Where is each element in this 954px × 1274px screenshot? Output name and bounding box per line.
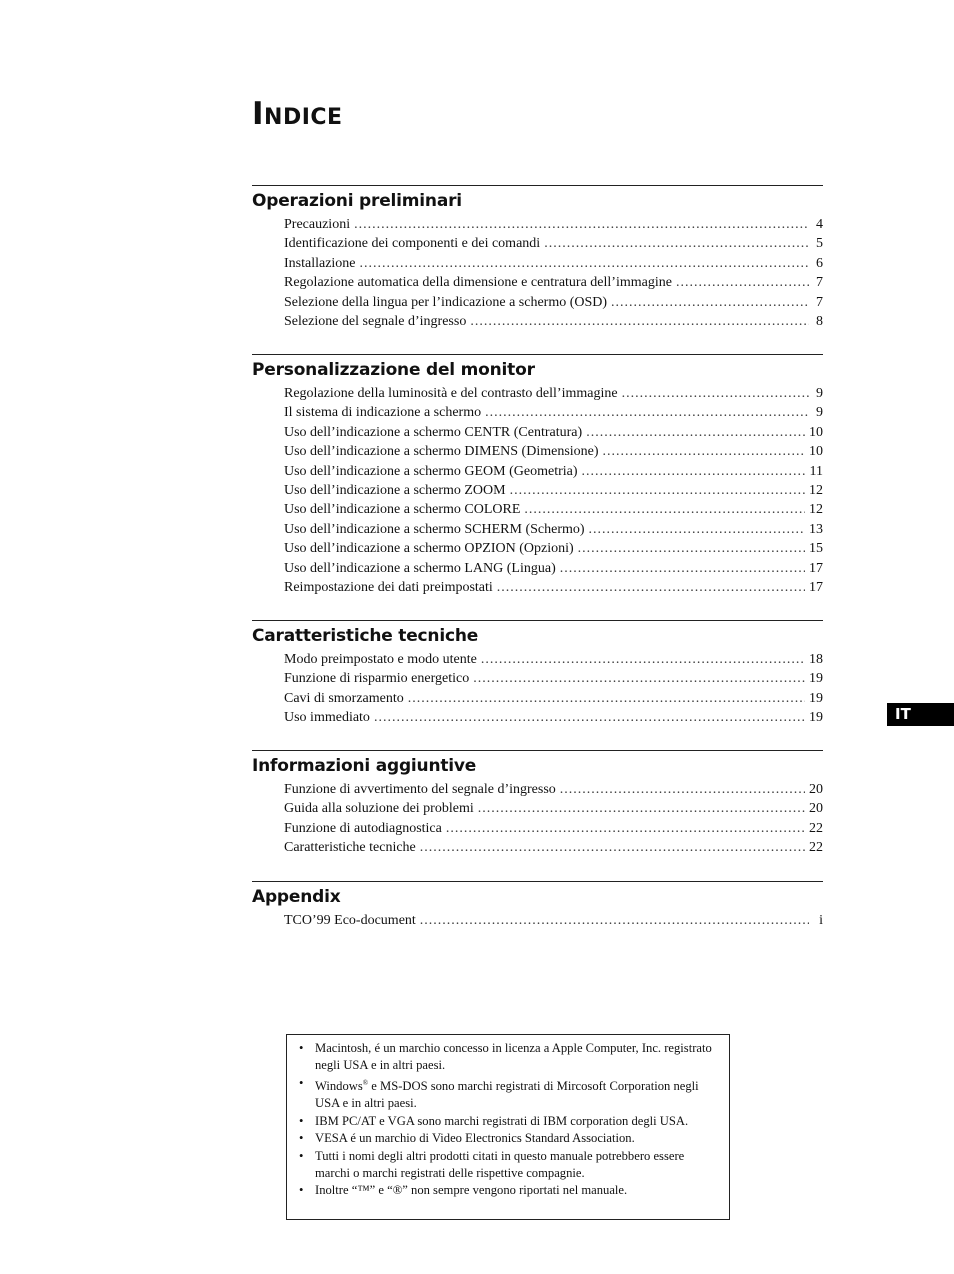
toc-entry-page: 5 [816,236,823,252]
toc-entry-page: 13 [809,521,823,537]
toc-entry-title: Funzione di risparmio energetico [284,671,470,687]
toc-entry[interactable] [284,293,823,312]
toc-entry-page: 8 [816,313,823,329]
toc-entry[interactable] [284,500,823,519]
dot-leader [470,312,809,331]
toc-entry[interactable] [284,911,823,930]
bullet-icon: • [299,1041,304,1055]
toc-entry[interactable] [284,384,823,403]
dot-leader [485,403,809,422]
toc-entry-page: 9 [816,405,823,421]
toc-entry-title: Uso dell’indicazione a schermo CENTR (Centratura) [284,424,583,440]
bullet-icon: • [299,1113,304,1128]
dot-leader [374,708,805,727]
toc-entry-title: Uso dell’indicazione a schermo LANG (Lingua) [284,560,556,576]
toc-entry-title: TCO’99 Eco-document [284,913,416,928]
page-title: Indice [252,96,343,132]
dot-leader [622,384,809,403]
toc-entry-title: Guida alla soluzione dei problemi [284,801,474,817]
section-heading: Operazioni preliminari [252,191,462,211]
trademark-item [299,1040,713,1075]
toc-entry[interactable] [284,423,823,442]
toc-entry[interactable] [284,578,823,597]
dot-leader [510,481,805,500]
toc-entry-title: Uso dell’indicazione a schermo DIMENS (Dimensione) [284,444,599,460]
toc-entry-page: 20 [809,782,823,797]
toc-entry[interactable] [284,312,823,331]
toc-entry[interactable] [284,819,823,838]
dot-leader [578,539,805,558]
toc-entry-title: Identificazione dei componenti e dei comandi [284,236,541,252]
toc-entry-page: 11 [809,463,823,479]
dot-leader [676,273,809,292]
trademark-text-post: e MS-DOS sono marchi registrati di Mircosoft Corporation negli USA e in altri paesi. [315,1079,699,1111]
toc-entry[interactable] [284,442,823,461]
section-heading: Appendix [252,887,341,907]
dot-leader [589,520,805,539]
trademark-text: Inoltre “™” e “®” non sempre vengono riportati nel manuale. [315,1183,628,1198]
toc-entry-page: 7 [816,294,823,310]
bullet-icon: • [299,1075,304,1090]
toc-entry-page: 18 [809,652,823,667]
trademark-item [299,1075,713,1113]
toc-entry[interactable] [284,708,823,727]
toc-entry-page: 19 [809,690,823,706]
toc-entry-title: Uso dell’indicazione a schermo OPZION (Opzioni) [284,541,574,557]
toc-entry-page: 9 [816,386,823,401]
toc-entry-page: 7 [816,275,823,291]
toc-entry[interactable] [284,481,823,500]
toc-entry-title: Uso immediato [284,710,370,726]
toc-entry-title: Installazione [284,255,356,271]
toc-entry-page: 19 [809,671,823,687]
toc-entry-page: 10 [809,424,823,440]
toc-entry-title: Il sistema di indicazione a schermo [284,405,482,421]
toc-entry-page: 12 [809,502,823,518]
toc-entry[interactable] [284,689,823,708]
language-tab: IT [887,703,954,726]
dot-leader [586,423,805,442]
section-divider [252,620,823,621]
toc-entry-title: Precauzioni [284,217,351,232]
trademark-list [299,1040,713,1200]
toc-entry[interactable] [284,669,823,688]
toc-entry-page: 22 [809,840,823,856]
dot-leader [544,234,809,253]
toc-entry-page: 12 [809,482,823,498]
dot-leader [603,442,805,461]
toc-entry-title: Selezione della lingua per l’indicazione a schermo (OSD) [284,294,608,310]
dot-leader [408,689,805,708]
dot-leader [611,293,809,312]
toc-entry[interactable] [284,780,823,799]
toc-entry-title: Selezione del segnale d’ingresso [284,313,467,329]
toc-entry-title: Uso dell’indicazione a schermo GEOM (Geometria) [284,463,578,479]
toc-entry-page: 19 [809,710,823,726]
toc-entry-title: Modo preimpostato e modo utente [284,652,477,667]
trademark-text: VESA é un marchio di Video Electronics Standard Association. [315,1131,635,1146]
toc-entry-title: Uso dell’indicazione a schermo SCHERM (Schermo) [284,521,585,537]
toc-entry[interactable] [284,838,823,857]
registered-mark: ® [362,1078,369,1087]
toc-entry-title: Caratteristiche tecniche [284,840,416,856]
dot-leader [524,500,805,519]
toc-section-caratteristiche-tecniche [252,620,823,728]
toc-entry-page: i [819,913,823,928]
trademark-item [299,1182,713,1199]
toc-entry[interactable] [284,403,823,422]
section-divider [252,881,823,882]
dot-leader [473,669,805,688]
toc-entry[interactable] [284,520,823,539]
toc-entry-page: 10 [809,444,823,460]
section-heading: Caratteristiche tecniche [252,626,479,646]
dot-leader [560,559,805,578]
trademark-notice [286,1034,730,1220]
toc-entry[interactable] [284,462,823,481]
toc-entry-page: 6 [816,255,823,271]
dot-leader [481,650,805,669]
toc-entry-title: Cavi di smorzamento [284,690,404,706]
dot-leader [420,838,805,857]
bullet-icon: • [299,1183,304,1198]
toc-entry-page: 15 [809,541,823,557]
trademark-text-pre: Windows [315,1079,363,1093]
toc-entry[interactable] [284,799,823,818]
dot-leader [560,780,805,799]
dot-leader [360,254,809,273]
dot-leader [420,911,809,930]
dot-leader [582,462,806,481]
toc-section-informazioni-aggiuntive [252,750,823,858]
toc-entry-title: Funzione di autodiagnostica [284,820,442,836]
toc-entry[interactable] [284,539,823,558]
toc-entries [284,780,823,858]
dot-leader [446,819,805,838]
dot-leader [497,578,805,597]
trademark-item [299,1130,713,1147]
toc-entry-page: 17 [809,579,823,595]
toc-section-operazioni-preliminari [252,185,823,331]
toc-entry[interactable] [284,559,823,578]
toc-entry-page: 22 [809,820,823,836]
trademark-item [299,1148,713,1183]
toc-entries [284,384,823,597]
dot-leader [354,215,809,234]
trademark-item [299,1113,713,1130]
toc-entry[interactable] [284,273,823,292]
section-heading: Personalizzazione del monitor [252,360,535,380]
trademark-text: IBM PC/AT e VGA sono marchi registrati di IBM corporation degli USA. [315,1113,689,1128]
toc-entry-title: Regolazione della luminosità e del contrasto dell’immagine [284,386,618,401]
toc-section-personalizzazione [252,354,823,597]
toc-entries [284,650,823,728]
toc-entry-page: 4 [816,217,823,232]
toc-entry-page: 20 [809,801,823,817]
toc-entry-title: Regolazione automatica della dimensione e centratura dell’immagine [284,275,672,291]
section-divider [252,354,823,355]
toc-entry[interactable] [284,650,823,669]
toc-section-appendix [252,881,823,930]
section-divider [252,185,823,186]
toc-entry-title: Uso dell’indicazione a schermo COLORE [284,502,521,518]
toc-entry-title: Funzione di avvertimento del segnale d’ingresso [284,782,556,797]
section-divider [252,750,823,751]
toc-entry[interactable] [284,254,823,273]
toc-entries [284,215,823,331]
bullet-icon: • [299,1131,304,1146]
bullet-icon: • [299,1148,304,1163]
toc-entry-title: Uso dell’indicazione a schermo ZOOM [284,482,506,498]
dot-leader [478,799,805,818]
toc-entry[interactable] [284,234,823,253]
trademark-text: Macintosh, é un marchio concesso in licenza a Apple Computer, Inc. registrato negli USA e in altri paesi. [315,1041,712,1073]
toc-entries [284,911,823,930]
toc-entry-title: Reimpostazione dei dati preimpostati [284,579,493,595]
trademark-text: Tutti i nomi degli altri prodotti citati in questo manuale potrebbero essere marchi o marchi registrati delle rispettive compagnie. [315,1148,685,1181]
toc-entry-page: 17 [809,560,823,576]
toc-entry[interactable] [284,215,823,234]
section-heading: Informazioni aggiuntive [252,756,477,776]
